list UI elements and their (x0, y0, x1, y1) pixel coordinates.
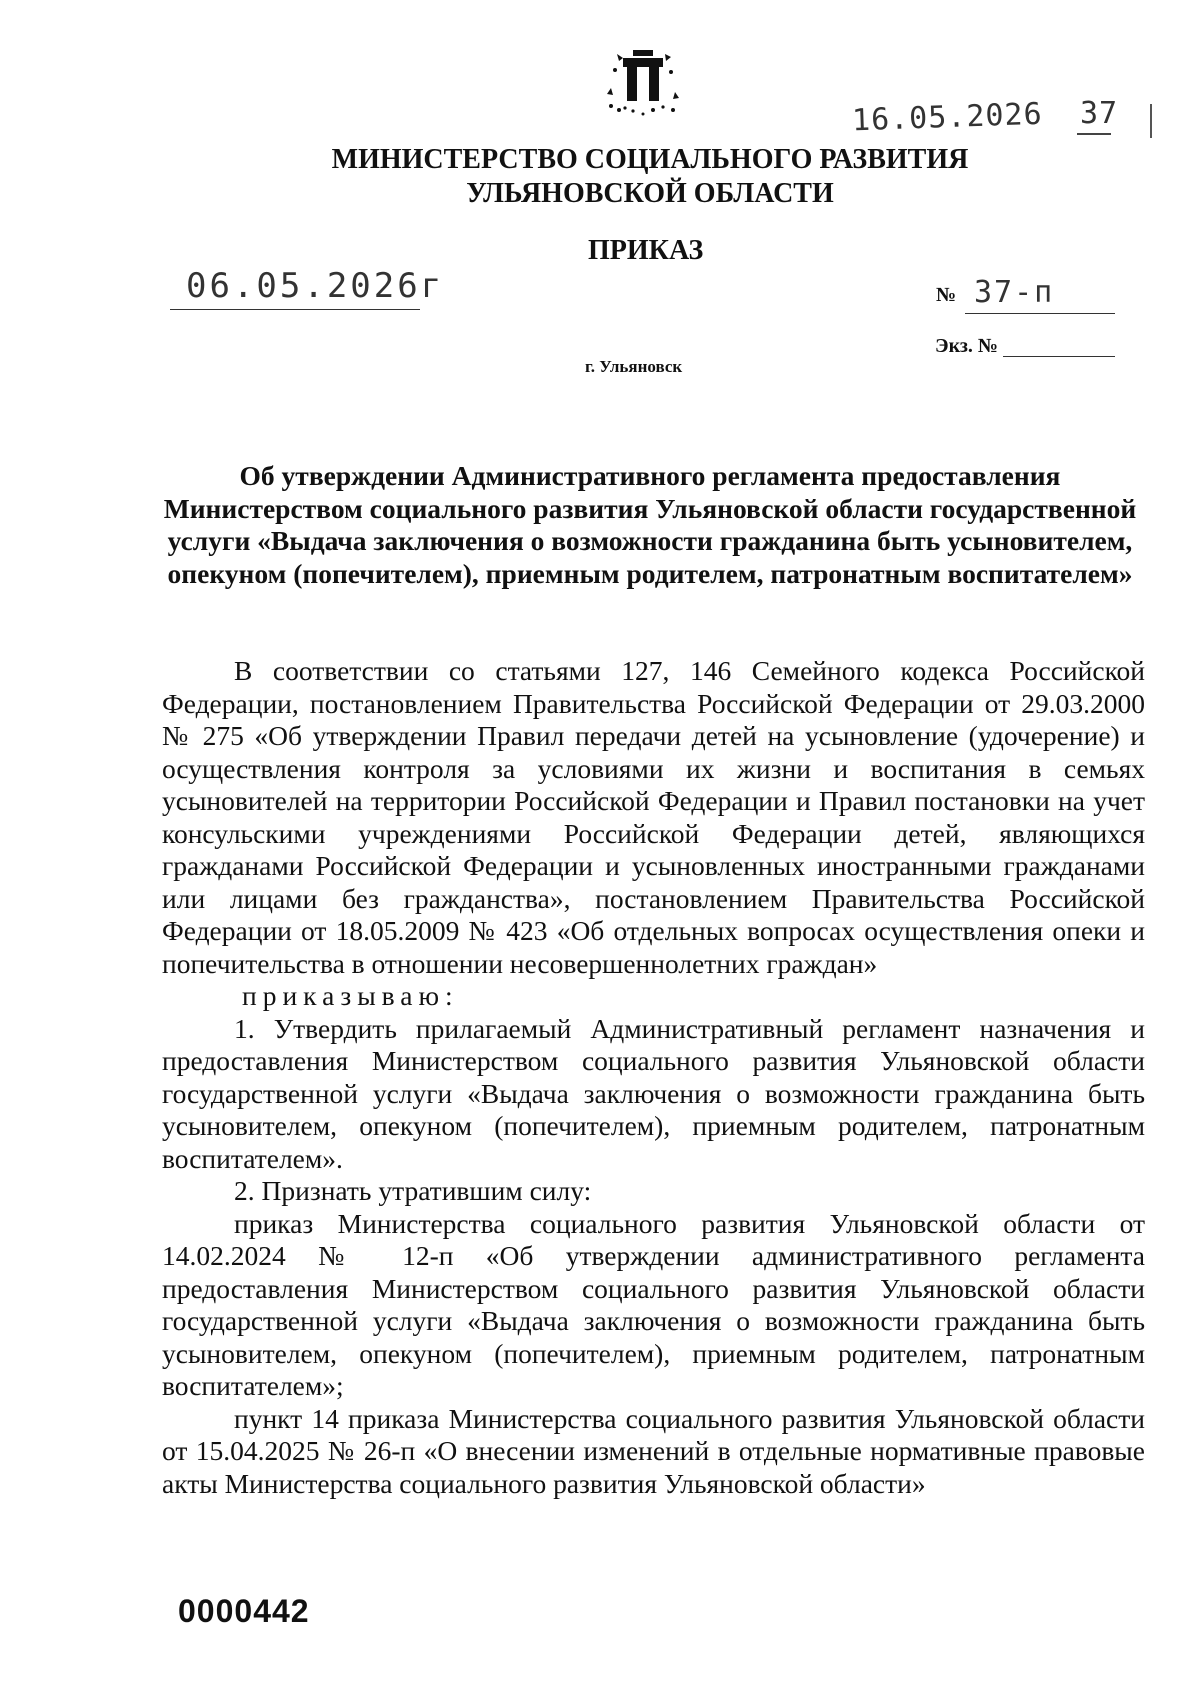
serial-number: 0000442 (178, 1593, 310, 1629)
order-word: приказываю: (242, 980, 459, 1011)
city-name: г. Ульяновск (585, 357, 683, 376)
date-underline (170, 309, 420, 310)
coat-of-arms-emblem-icon (603, 48, 683, 126)
divider (1150, 104, 1152, 138)
item-1-paragraph: 1. Утвердить прилагаемый Административный регламент назначения и предоставления Министерством социального развития Ульяновской области государственной услуги «Выдача заключения о возможности гражданина быть усыновителем, опекуном (попечителем), приемным родителем, патронатным воспитателем». (162, 1012, 1145, 1174)
copy-number-label: Экз. № (935, 335, 998, 357)
handwritten-registration-number: 37 (1080, 96, 1119, 131)
ministry-name-line2: УЛЬЯНОВСКОЙ ОБЛАСТИ (466, 178, 834, 209)
item-2b-paragraph: пункт 14 приказа Министерства социального развития Ульяновской области от 15.04.2025 № 26-п «О внесении изменений в отдельные нормативные правовые акты Министерства социального развития Ульяновской области» (162, 1402, 1145, 1499)
item-2a-paragraph: приказ Министерства социального развития Ульяновской области от 14.02.2024 № 12-п «Об утверждении административного регламента предоставления Министерством социального развития Ульяновской области государственной услуги «Выдача заключения о возможности гражданина быть усыновителем, опекуном (попечителем), приемным родителем, патронатным воспитателем»; (162, 1207, 1145, 1401)
divider (1077, 133, 1111, 135)
order-title: Об утверждении Административного регламента предоставления Министерством социального развития Ульяновской области государственной услуги «Выдача заключения о возможности гражданина быть усыновителем, опекуном (попечителем), приемным родителем, патронатным воспитателем» (163, 460, 1137, 589)
handwritten-order-date: 06.05.2026г (186, 266, 445, 306)
ministry-name-line1: МИНИСТЕРСТВО СОЦИАЛЬНОГО РАЗВИТИЯ (331, 144, 969, 175)
handwritten-order-number: 37-п (974, 275, 1055, 310)
document-type-heading: ПРИКАЗ (588, 235, 704, 266)
copy-number-underline (1003, 356, 1115, 357)
order-body (162, 655, 1145, 1500)
preamble-paragraph: В соответствии со статьями 127, 146 Семейного кодекса Российской Федерации, постановлением Правительства Российской Федерации от 29.03.2000 № 275 «Об утверждении Правил передачи детей на усыновление (удочерение) и осуществления контроля за условиями их жизни и воспитания в семьях усыновителей на территории Российской Федерации и Правил постановки на учет консульскими учреждениями Российской Федерации детей, являющихся гражданами Российской Федерации и усыновленных иностранными гражданами или лицами без гражданства», постановлением Правительства Российской Федерации от 18.05.2009 № 423 «Об отдельных вопросах осуществления опеки и попечительства в отношении несовершеннолетних граждан» (162, 655, 1145, 979)
number-underline (965, 313, 1115, 314)
item-2-paragraph: 2. Признать утратившим силу: (234, 1175, 592, 1206)
handwritten-registration-date: 16.05.2026 (851, 96, 1044, 139)
number-label: № (936, 284, 957, 306)
